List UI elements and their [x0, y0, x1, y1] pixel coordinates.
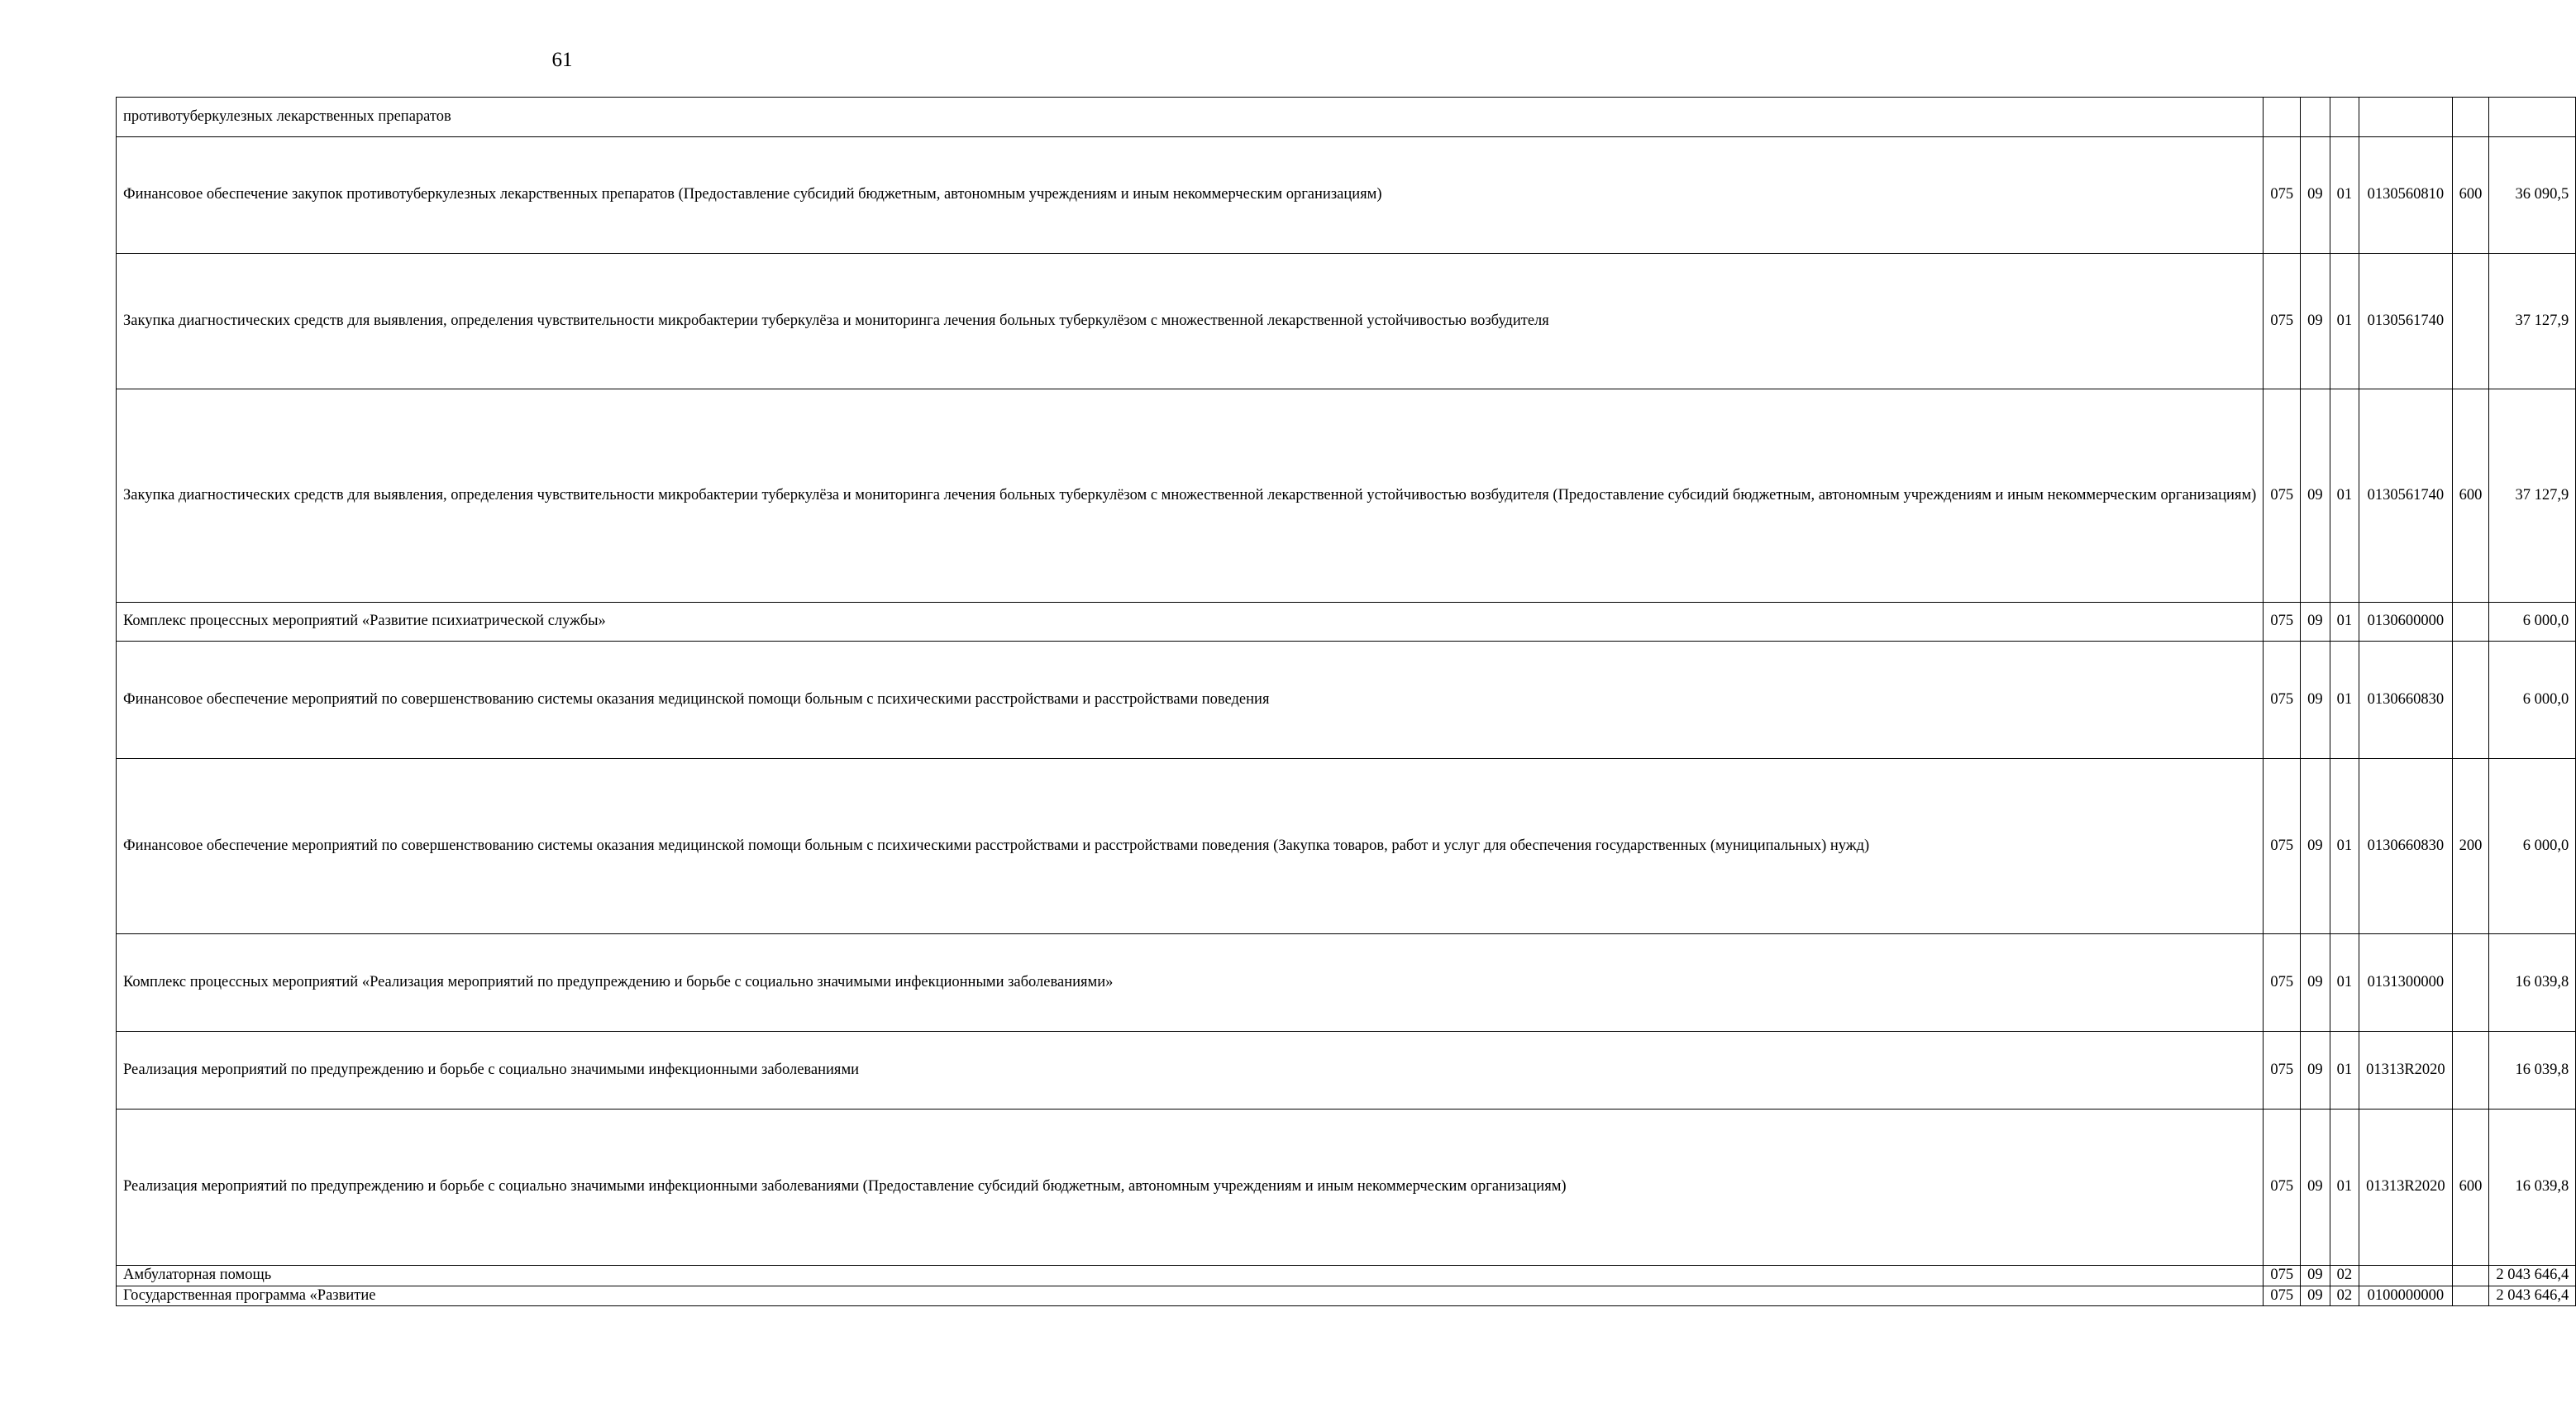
row-pr: 01 [2330, 759, 2359, 934]
row-pr: 01 [2330, 254, 2359, 389]
row-rz: 09 [2301, 254, 2330, 389]
row-name: Государственная программа «Развитие [117, 1286, 2264, 1306]
row-csr: 0130561740 [2359, 254, 2453, 389]
row-ved: 075 [2264, 137, 2301, 254]
row-csr: 0130660830 [2359, 642, 2453, 759]
row-vr [2452, 98, 2489, 137]
table-row [117, 254, 2576, 389]
row-ved: 075 [2264, 603, 2301, 642]
row-rz: 09 [2301, 1286, 2330, 1306]
table-row [117, 642, 2576, 759]
table-row [117, 137, 2576, 254]
row-rz: 09 [2301, 1032, 2330, 1110]
table-row [117, 759, 2576, 934]
row-name: Финансовое обеспечение закупок противотуберкулезных лекарственных препаратов (Предоставление субсидий бюджетным, автономным учреждениям и иным некоммерческим организациям) [117, 137, 2264, 254]
row-ved: 075 [2264, 1266, 2301, 1286]
row-rz: 09 [2301, 642, 2330, 759]
row-ved: 075 [2264, 759, 2301, 934]
row-csr: 01313R2020 [2359, 1032, 2453, 1110]
row-ved: 075 [2264, 389, 2301, 603]
row-ved: 075 [2264, 254, 2301, 389]
row-ved: 075 [2264, 1286, 2301, 1306]
row-rz: 09 [2301, 759, 2330, 934]
row-rz: 09 [2301, 603, 2330, 642]
row-name: Закупка диагностических средств для выявления, определения чувствительности микробактерии туберкулёза и мониторинга лечения больных туберкулёзом с множественной лекарственной устойчивостью возбудителя [117, 254, 2264, 389]
row-vr: 600 [2452, 389, 2489, 603]
row-vr: 200 [2452, 759, 2489, 934]
row-sum [2489, 98, 2576, 137]
table-row [117, 1032, 2576, 1110]
row-vr [2452, 934, 2489, 1032]
row-vr [2452, 603, 2489, 642]
row-pr: 01 [2330, 642, 2359, 759]
row-pr: 01 [2330, 934, 2359, 1032]
row-vr [2452, 1032, 2489, 1110]
row-name: Финансовое обеспечение мероприятий по совершенствованию системы оказания медицинской помощи больным с психическими расстройствами и расстройствами поведения [117, 642, 2264, 759]
row-vr [2452, 1266, 2489, 1286]
row-csr: 0130660830 [2359, 759, 2453, 934]
row-pr: 02 [2330, 1266, 2359, 1286]
row-name: Реализация мероприятий по предупреждению и борьбе с социально значимыми инфекционными заболеваниями (Предоставление субсидий бюджетным, автономным учреждениям и иным некоммерческим организациям) [117, 1110, 2264, 1266]
row-sum: 16 039,8 [2489, 1110, 2576, 1266]
table-row [117, 1266, 2576, 1286]
table-row [117, 1110, 2576, 1266]
row-name: Закупка диагностических средств для выявления, определения чувствительности микробактерии туберкулёза и мониторинга лечения больных туберкулёзом с множественной лекарственной устойчивостью возбудителя (Предоставление субсидий бюджетным, автономным учреждениям и иным некоммерческим организациям) [117, 389, 2264, 603]
row-csr [2359, 1266, 2453, 1286]
row-sum: 2 043 646,4 [2489, 1266, 2576, 1286]
row-rz: 09 [2301, 389, 2330, 603]
row-pr: 01 [2330, 603, 2359, 642]
row-rz [2301, 98, 2330, 137]
row-csr: 0100000000 [2359, 1286, 2453, 1306]
row-pr: 01 [2330, 1032, 2359, 1110]
row-csr [2359, 98, 2453, 137]
row-name: Комплекс процессных мероприятий «Развитие психиатрической службы» [117, 603, 2264, 642]
row-rz: 09 [2301, 1266, 2330, 1286]
row-pr: 01 [2330, 1110, 2359, 1266]
row-pr: 01 [2330, 137, 2359, 254]
row-rz: 09 [2301, 1110, 2330, 1266]
row-pr: 01 [2330, 389, 2359, 603]
row-pr [2330, 98, 2359, 137]
row-name: Финансовое обеспечение мероприятий по совершенствованию системы оказания медицинской помощи больным с психическими расстройствами и расстройствами поведения (Закупка товаров, работ и услуг для обеспечения государственных (муниципальных) нужд) [117, 759, 2264, 934]
row-csr: 0131300000 [2359, 934, 2453, 1032]
row-rz: 09 [2301, 934, 2330, 1032]
row-sum: 16 039,8 [2489, 1032, 2576, 1110]
row-ved [2264, 98, 2301, 137]
row-sum: 2 043 646,4 [2489, 1286, 2576, 1306]
table-row [117, 389, 2576, 603]
row-name: противотуберкулезных лекарственных препаратов [117, 98, 2264, 137]
row-sum: 37 127,9 [2489, 389, 2576, 603]
row-rz: 09 [2301, 137, 2330, 254]
row-sum: 6 000,0 [2489, 642, 2576, 759]
row-sum: 37 127,9 [2489, 254, 2576, 389]
row-vr [2452, 1286, 2489, 1306]
budget-table [116, 97, 2576, 1306]
row-csr: 0130600000 [2359, 603, 2453, 642]
row-ved: 075 [2264, 642, 2301, 759]
row-vr [2452, 254, 2489, 389]
row-csr: 0130561740 [2359, 389, 2453, 603]
row-vr: 600 [2452, 137, 2489, 254]
row-ved: 075 [2264, 1110, 2301, 1266]
row-name: Комплекс процессных мероприятий «Реализация мероприятий по предупреждению и борьбе с социально значимыми инфекционными заболеваниями» [117, 934, 2264, 1032]
row-name: Реализация мероприятий по предупреждению и борьбе с социально значимыми инфекционными заболеваниями [117, 1032, 2264, 1110]
row-vr [2452, 642, 2489, 759]
table-row [117, 98, 2576, 137]
row-vr: 600 [2452, 1110, 2489, 1266]
page-number: 61 [551, 49, 573, 71]
row-csr: 0130560810 [2359, 137, 2453, 254]
table-row [117, 603, 2576, 642]
row-name: Амбулаторная помощь [117, 1266, 2264, 1286]
row-sum: 6 000,0 [2489, 759, 2576, 934]
row-sum: 36 090,5 [2489, 137, 2576, 254]
table-row [117, 1286, 2576, 1306]
row-pr: 02 [2330, 1286, 2359, 1306]
row-sum: 16 039,8 [2489, 934, 2576, 1032]
row-ved: 075 [2264, 934, 2301, 1032]
row-sum: 6 000,0 [2489, 603, 2576, 642]
table-row [117, 934, 2576, 1032]
row-csr: 01313R2020 [2359, 1110, 2453, 1266]
row-ved: 075 [2264, 1032, 2301, 1110]
